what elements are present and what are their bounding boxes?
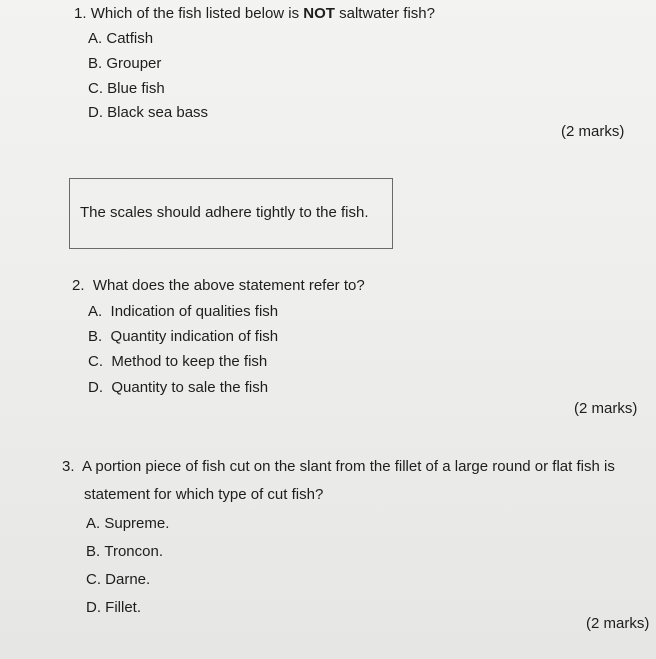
option-text: Catfish xyxy=(106,30,154,47)
question-2-option-d xyxy=(88,379,268,396)
statement-box xyxy=(69,178,393,249)
question-3-number: 3. xyxy=(62,458,75,475)
question-2-number: 2. xyxy=(72,277,85,294)
question-3-option-b xyxy=(86,543,163,560)
option-text: Fillet. xyxy=(105,599,142,616)
option-letter: D. xyxy=(86,599,101,616)
question-1-option-a xyxy=(88,30,153,47)
question-2-option-b xyxy=(88,328,278,345)
question-3-text-line-1: A portion piece of fish cut on the slant from the fillet of a large round or flat fish is xyxy=(82,458,615,475)
option-text: Black sea bass xyxy=(107,104,209,121)
question-2 xyxy=(72,277,365,294)
question-3-marks: (2 marks) xyxy=(586,615,650,632)
question-3-option-d xyxy=(86,599,141,616)
option-text: Quantity indication of fish xyxy=(110,328,279,345)
question-3-option-a xyxy=(86,515,169,532)
question-1-text-bold: NOT xyxy=(303,5,335,22)
option-letter: B. xyxy=(86,543,101,560)
option-text: Indication of qualities fish xyxy=(110,303,279,320)
option-letter: D. xyxy=(88,379,103,396)
option-letter: A. xyxy=(88,303,103,320)
option-text: Troncon. xyxy=(104,543,163,560)
question-1-text-after: saltwater fish? xyxy=(334,5,435,22)
question-1-text-before: Which of the fish listed below is xyxy=(90,5,304,22)
option-letter: D. xyxy=(88,104,103,121)
option-text: Blue fish xyxy=(107,80,165,97)
option-text: Supreme. xyxy=(104,515,170,532)
option-letter: C. xyxy=(86,571,101,588)
question-3-option-c xyxy=(86,571,150,588)
question-1-option-b xyxy=(88,55,161,72)
option-letter: A. xyxy=(88,30,103,47)
option-text: Darne. xyxy=(105,571,151,588)
question-1-marks: (2 marks) xyxy=(561,123,625,140)
option-letter: C. xyxy=(88,80,103,97)
option-text: Method to keep the fish xyxy=(111,353,268,370)
question-2-marks: (2 marks) xyxy=(574,400,638,417)
option-letter: A. xyxy=(86,515,101,532)
question-1-number: 1. xyxy=(74,5,87,22)
option-text: Grouper xyxy=(106,55,162,72)
question-2-text: What does the above statement refer to? xyxy=(92,277,365,294)
option-text: Quantity to sale the fish xyxy=(111,379,269,396)
option-letter: B. xyxy=(88,328,103,345)
option-letter: B. xyxy=(88,55,103,72)
question-2-option-c xyxy=(88,353,267,370)
statement-text: The scales should adhere tightly to the fish. xyxy=(80,204,369,221)
question-2-option-a xyxy=(88,303,278,320)
question-3-text-line-2: statement for which type of cut fish? xyxy=(84,486,324,503)
question-1-option-d xyxy=(88,104,208,121)
question-3-line-1 xyxy=(62,458,615,475)
option-letter: C. xyxy=(88,353,103,370)
question-1 xyxy=(74,5,435,22)
question-1-option-c xyxy=(88,80,165,97)
